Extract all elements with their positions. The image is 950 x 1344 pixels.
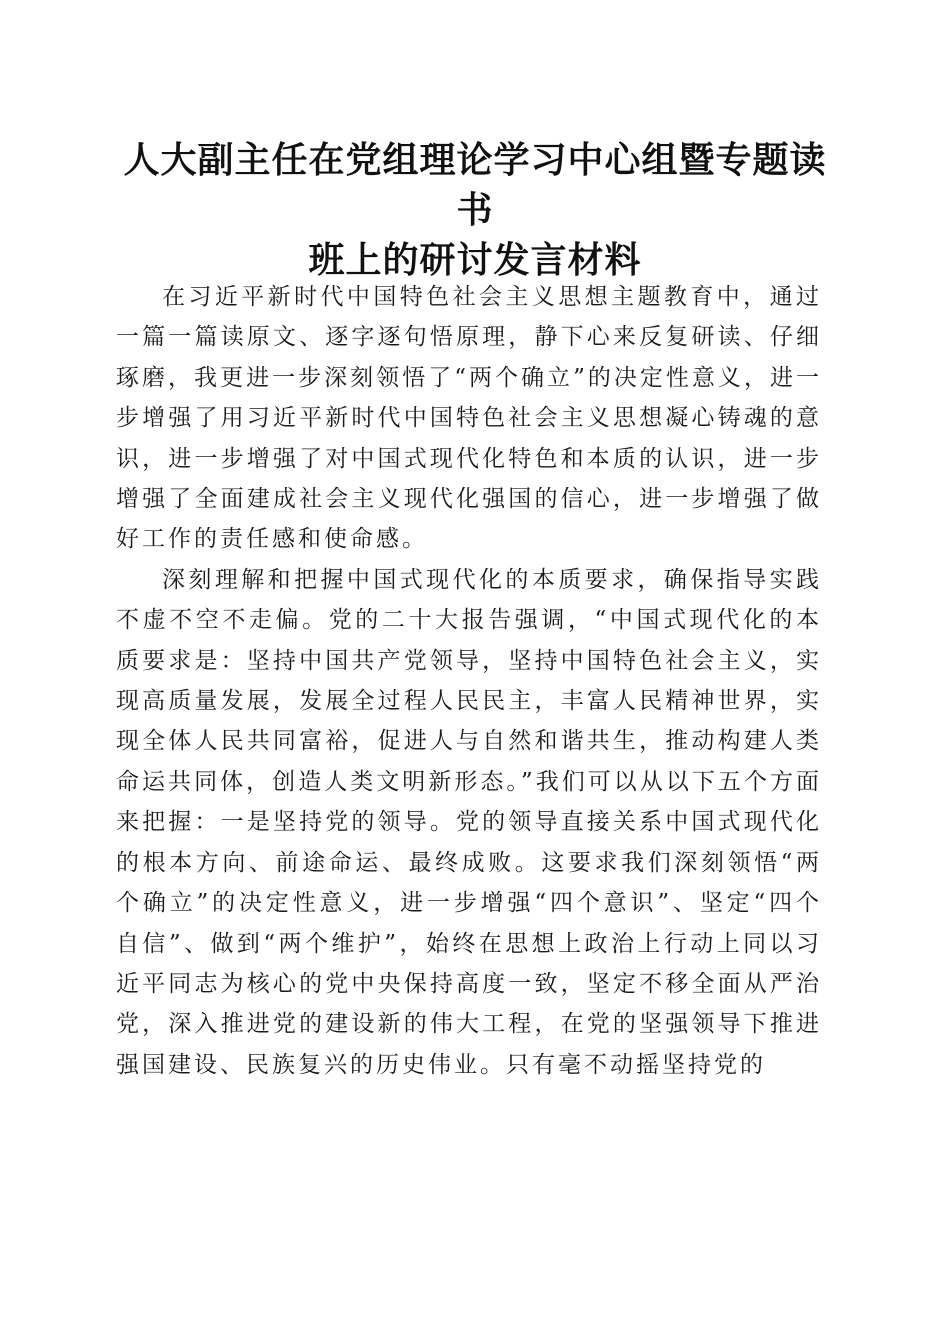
document-title	[110, 135, 840, 285]
paragraph-2: 深刻理解和把握中国式现代化的本质要求，确保指导实践不虚不空不走偏。党的二十大报告强调，“中国式现代化的本质要求是：坚持中国共产党领导，坚持中国特色社会主义，实现高质量发展，发展全过程人民民主，丰富人民精神世界，实现全体人民共同富裕，促进人与自然和谐共生，推动构建人类命运共同体，创造人类文明新形态。”我们可以从以下五个方面来把握：一是坚持党的领导。党的领导直接关系中国式现代化的根本方向、前途命运、最终成败。这要求我们深刻领悟“两个确立”的决定性意义，进一步增强“四个意识”、坚定“四个自信”、做到“两个维护”，始终在思想上政治上行动上同以习近平同志为核心的党中央保持高度一致，坚定不移全面从严治党，深入推进党的建设新的伟大工程，在党的坚强领导下推进强国建设、民族复兴的历史伟业。只有毫不动摇坚持党的	[116, 566, 822, 1078]
title-line-2: 班上的研讨发言材料	[308, 239, 642, 281]
title-line-1: 人大副主任在党组理论学习中心组暨专题读书	[123, 139, 827, 231]
document-body	[116, 277, 822, 1085]
paragraph-1: 在习近平新时代中国特色社会主义思想主题教育中，通过一篇一篇读原文、逐字逐句悟原理，静下心来反复研读、仔细琢磨，我更进一步深刻领悟了“两个确立”的决定性意义，进一步增强了用习近平新时代中国特色社会主义思想凝心铸魂的意识，进一步增强了对中国式现代化特色和本质的认识，进一步增强了全面建成社会主义现代化强国的信心，进一步增强了做好工作的责任感和使命感。	[116, 284, 822, 553]
